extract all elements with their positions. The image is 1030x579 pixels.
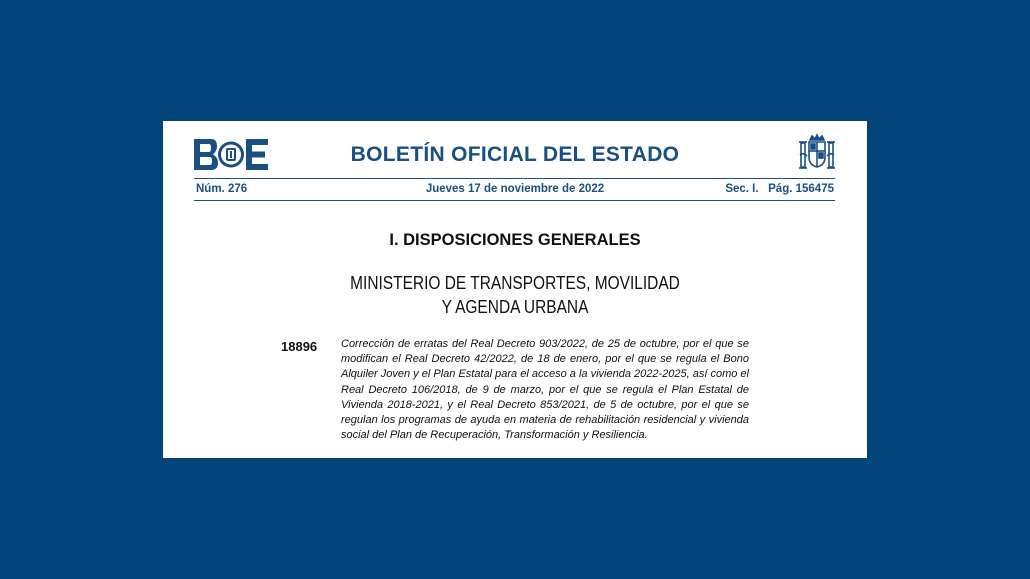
- gazette-title: BOLETÍN OFICIAL DEL ESTADO: [350, 143, 680, 166]
- header-rule-top: [194, 178, 835, 179]
- section-title: I. DISPOSICIONES GENERALES: [389, 231, 641, 249]
- entry-number: 18896: [281, 339, 318, 354]
- spain-coat-of-arms-icon: [798, 133, 836, 173]
- ministry-line-1: MINISTERIO DE TRANSPORTES, MOVILIDAD: [350, 273, 680, 293]
- section-page: Sec. I. Pág. 156475: [725, 183, 834, 195]
- boe-document-page: [163, 121, 867, 458]
- entry-description: Corrección de erratas del Real Decreto 903/2022, de 25 de octubre, por el que se modifican el Real Decreto 42/2022, de 18 de enero, por el que se regula el Bono Alquiler Joven y el Plan Estatal para el acceso a la vivienda 2022-2025, así como el Real Decreto 106/2018, de 9 de marzo, por el que se regula el Plan Estatal de Vivienda 2018-2021, y el Real Decreto 853/2021, de 5 de octubre, por el que se regulan los programas de ayuda en materia de rehabilitación residencial y vivienda social del Plan de Recuperación, Transformación y Resiliencia.: [341, 338, 749, 442]
- header-rule-bottom: [194, 200, 835, 201]
- ministry-heading: [212, 271, 817, 319]
- issue-number: Núm. 276: [196, 183, 248, 195]
- ministry-line-2: Y AGENDA URBANA: [441, 297, 589, 317]
- issue-date: Jueves 17 de noviembre de 2022: [425, 183, 605, 195]
